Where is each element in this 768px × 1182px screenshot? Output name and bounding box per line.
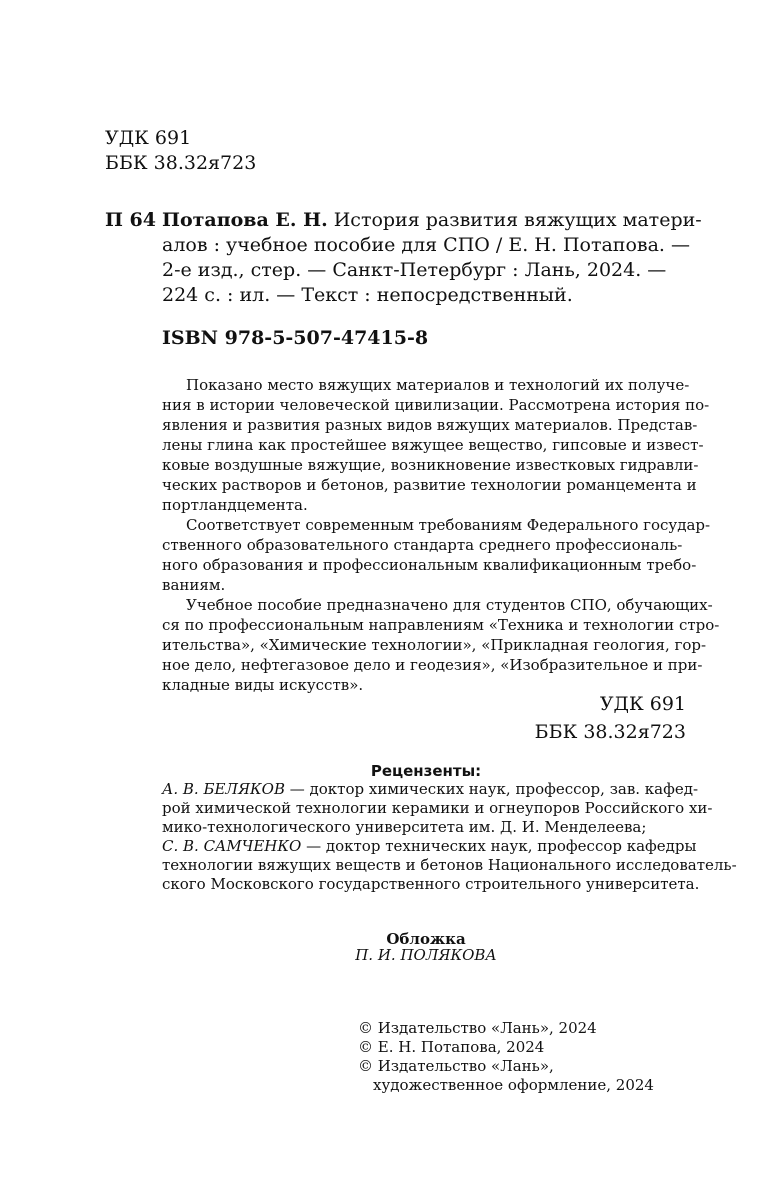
udk-code-right: УДК 691 [599,693,686,715]
reviewers-list [162,780,737,894]
biblio-line-1 [162,208,702,233]
biblio-line-4: 224 с. : ил. — Текст : непосредственный. [162,284,573,306]
reviewer-2-line-1 [162,837,697,856]
abstract-line: ческих растворов и бетонов, развитие технологии романцемента и [162,476,697,494]
abstract-line: ственного образовательного стандарта среднего профессиональ- [162,536,683,554]
abstract-line: Соответствует современным требованиям Федерального государ- [186,516,711,534]
abstract-line: портландцемента. [162,496,308,514]
bibliographic-record [162,208,702,308]
biblio-title: История развития вяжущих матери- [327,209,702,231]
isbn: ISBN 978-5-507-47415-8 [162,327,429,349]
reviewer-2-name: С. В. САМЧЕНКО [162,837,302,855]
reviewers-title: Рецензенты: [370,762,482,780]
abstract-line: ного образования и профессиональным квалификационным требо- [162,556,697,574]
copyright-block [358,1019,654,1095]
cover-artist-name: П. И. ПОЛЯКОВА [355,946,497,964]
reviewer-2-line-2: технологии вяжущих веществ и бетонов Национального исследователь- [162,856,737,874]
biblio-line-2: алов : учебное пособие для СПО / Е. Н. Потапова. — [162,234,691,256]
reviewer-2-line-3: ского Московского государственного строительного университета. [162,875,700,893]
abstract-line: кладные виды искусств». [162,676,364,694]
classification-block-right [535,690,686,746]
copyright-line: © Издательство «Лань», [358,1057,554,1075]
reviewer-1-line-2: рой химической технологии керамики и огнеупоров Российского хи- [162,799,713,817]
abstract-line: ное дело, нефтегазовое дело и геодезия», «Изобразительное и при- [162,656,703,674]
abstract [162,375,720,695]
copyright-line: © Издательство «Лань», 2024 [358,1019,597,1037]
abstract-line: ся по профессиональным направлениям «Техника и технологии стро- [162,616,720,634]
reviewer-1-line-1 [162,780,699,799]
abstract-line: явления и развития разных видов вяжущих материалов. Представ- [162,416,698,434]
abstract-line: Учебное пособие предназначено для студентов СПО, обучающих- [186,596,713,614]
udk-code: УДК 691 [105,127,192,149]
classification-block-top [105,126,256,176]
bbk-code-right: ББК 38.32я723 [534,721,686,743]
cover-credit-title: Обложка [386,930,466,948]
abstract-line: Показано место вяжущих материалов и технологий их получе- [186,376,690,394]
reviewer-1-desc: — доктор химических наук, профессор, зав. кафед- [285,780,699,798]
bbk-code: ББК 38.32я723 [105,152,257,174]
reviewer-1-line-3: мико-технологического университета им. Д. И. Менделеева; [162,818,647,836]
abstract-line: ния в истории человеческой цивилизации. Рассмотрена история по- [162,396,710,414]
copyright-line: художественное оформление, 2024 [373,1076,654,1094]
author-sign: П 64 [105,209,156,231]
biblio-line-3: 2-е изд., стер. — Санкт-Петербург : Лань, 2024. — [162,259,667,281]
reviewer-2-desc: — доктор технических наук, профессор кафедры [301,837,697,855]
reviewer-1-name: А. В. БЕЛЯКОВ [162,780,285,798]
author-name: Потапова Е. Н. [162,209,328,231]
abstract-line: лены глина как простейшее вяжущее вещество, гипсовые и извест- [162,436,704,454]
abstract-line: ковые воздушные вяжущие, возникновение известковых гидравли- [162,456,699,474]
copyright-line: © Е. Н. Потапова, 2024 [358,1038,545,1056]
abstract-line: ительства», «Химические технологии», «Прикладная геология, гор- [162,636,707,654]
abstract-line: ваниям. [162,576,226,594]
